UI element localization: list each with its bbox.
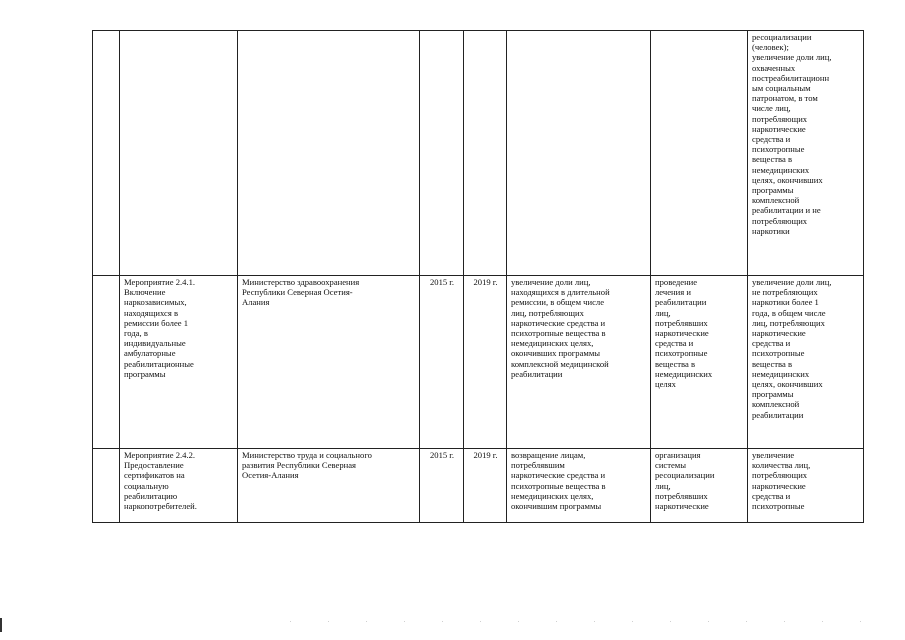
cell-indicators: увеличение количества лиц, потребляющих наркотические средства и психотропные: [748, 449, 864, 523]
cell-start-year: 2015 г.: [420, 276, 464, 449]
cell-executor: [238, 31, 420, 276]
cell-end-year: 2019 г.: [464, 449, 507, 523]
cell-end-year: [464, 31, 507, 276]
cell-executor: Министерство труда и социального развития Республики Северная Осетия-Алания: [238, 449, 420, 523]
cell-number: [93, 31, 120, 276]
cell-indicators: увеличение доли лиц, не потребляющих наркотики более 1 года, в общем числе лиц, потребляющих наркотические средства и психотропные вещества в немедицинских целях, окончивших программы комплексной реабилитации: [748, 276, 864, 449]
cell-number: [93, 449, 120, 523]
cell-start-year: [420, 31, 464, 276]
cell-number: [93, 276, 120, 449]
cell-expected-result: [507, 31, 651, 276]
table-row: [93, 276, 864, 449]
table-row: [93, 31, 864, 276]
cell-indicators: ресоциализации (человек); увеличение доли лиц, охваченных постреабилитационн ым социальным патронатом, в том числе лиц, потребляющих наркотические средства и психотропные вещества в немедицинских целях, окончивших программы комплексной реабилитации и не потребляющих наркотики: [748, 31, 864, 276]
cell-expected-result: увеличение доли лиц, находящихся в длительной ремиссии, в общем числе лиц, потребляющих наркотические средства и психотропные вещества в немедицинских целях, окончивших программы комплексной медицинской реабилитации: [507, 276, 651, 449]
cell-directions: [651, 31, 748, 276]
cell-start-year: 2015 г.: [420, 449, 464, 523]
scan-edge-mark: [0, 618, 2, 632]
scan-noise-line: [290, 621, 870, 622]
cell-directions: проведение лечения и реабилитации лиц, потреблявших наркотические средства и психотропные вещества в немедицинских целях: [651, 276, 748, 449]
cell-measure: [120, 31, 238, 276]
cell-expected-result: возвращение лицам, потреблявшим наркотические средства и психотропные вещества в немедицинских целях, окончившим программы: [507, 449, 651, 523]
table-row: [93, 449, 864, 523]
cell-measure: Мероприятие 2.4.2. Предоставление сертификатов на социальную реабилитацию наркопотребителей.: [120, 449, 238, 523]
cell-end-year: 2019 г.: [464, 276, 507, 449]
cell-executor: Министерство здравоохранения Республики Северная Осетия- Алания: [238, 276, 420, 449]
cell-directions: организация системы ресоциализации лиц, потреблявших наркотические: [651, 449, 748, 523]
program-measures-table: [92, 30, 864, 523]
cell-measure: Мероприятие 2.4.1. Включение наркозависимых, находящихся в ремиссии более 1 года, в индивидуальные амбулаторные реабилитационные программы: [120, 276, 238, 449]
